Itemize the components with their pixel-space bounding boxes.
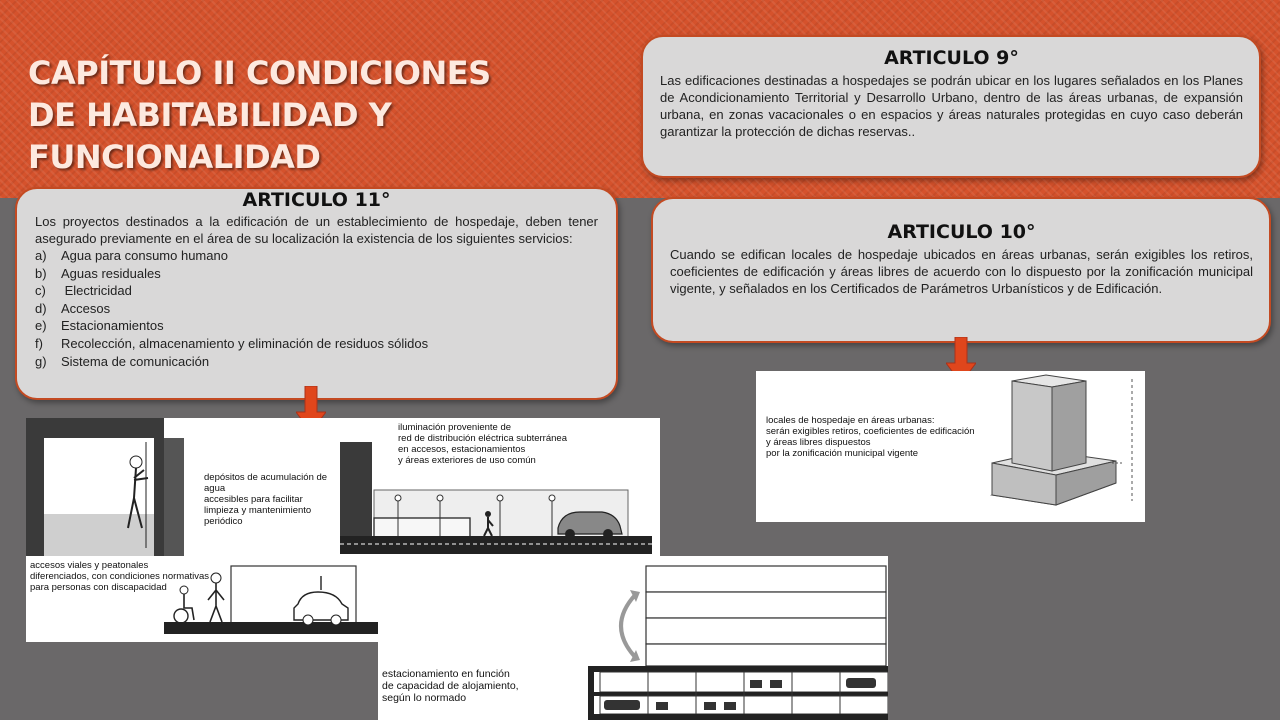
parking-caption: estacionamiento en función de capacidad de alojamiento, según lo normado bbox=[382, 668, 519, 704]
list-marker: d) bbox=[35, 300, 47, 316]
list-marker: c) bbox=[35, 283, 46, 299]
list-text: Accesos bbox=[61, 300, 111, 316]
list-item bbox=[35, 300, 598, 318]
list-marker: f) bbox=[35, 335, 43, 351]
list-marker: g) bbox=[35, 353, 47, 369]
article-11-heading: ARTICULO 11° bbox=[242, 189, 391, 211]
article-11-intro: Los proyectos destinados a la edificación de un establecimiento de hospedaje, deben tener asegurado previamente en el área de su localización la existencia de los siguientes servicios: bbox=[35, 214, 598, 246]
list-marker: b) bbox=[35, 265, 47, 281]
urban-building-caption: locales de hospedaje en áreas urbanas: serán exigibles retiros, coeficientes de edificación y áreas libres dispuestos por la zonificación municipal vigente bbox=[766, 415, 975, 459]
list-text: Aguas residuales bbox=[61, 265, 161, 281]
list-item bbox=[35, 317, 598, 335]
access-caption: accesos viales y peatonales diferenciados, con condiciones normativas para personas con discapacidad bbox=[30, 560, 210, 593]
list-text: Recolección, almacenamiento y eliminación de residuos sólidos bbox=[61, 335, 429, 351]
article-11-card bbox=[15, 187, 618, 400]
list-text: Sistema de comunicación bbox=[61, 353, 210, 369]
services-list bbox=[35, 247, 598, 370]
list-text: Agua para consumo humano bbox=[61, 248, 228, 263]
list-marker: a) bbox=[35, 248, 47, 263]
list-text: Electricidad bbox=[61, 283, 132, 299]
urban-building-diagram bbox=[756, 371, 1145, 522]
article-9-card bbox=[641, 35, 1261, 178]
list-item bbox=[35, 353, 598, 371]
water-tank-caption: depósitos de acumulación de agua accesibles para facilitar limpieza y mantenimiento periódico bbox=[204, 472, 328, 527]
list-item bbox=[35, 282, 598, 300]
lighting-diagram bbox=[340, 418, 660, 556]
access-diagram bbox=[26, 556, 378, 642]
page-title: CAPÍTULO II CONDICIONES DE HABITABILIDAD Y FUNCIONALIDAD bbox=[28, 54, 491, 176]
article-9-heading: ARTICULO 9° bbox=[884, 47, 1019, 69]
parking-diagram bbox=[378, 556, 888, 720]
article-10-body: Cuando se edifican locales de hospedaje ubicados en áreas urbanas, serán exigibles los retiros, coeficientes de edificación y áreas libres de acuerdo con lo dispuesto por la zonificación municipal vigente, y señalados en los Certificados de Parámetros Urbanísticos y de Edificación. bbox=[670, 247, 1253, 296]
list-item bbox=[35, 265, 598, 283]
list-marker: e) bbox=[35, 318, 47, 334]
article-10-card bbox=[651, 197, 1271, 343]
article-9-body: Las edificaciones destinadas a hospedajes se podrán ubicar en los lugares señalados en los Planes de Acondicionamiento Territorial y Desarrollo Urbano, dentro de las áreas urbanas, de expansión urbana, en zonas vacacionales o en espacios y áreas naturales protegidas en cuyo caso deberán garantizar la protección de dichas reservas.. bbox=[660, 73, 1243, 139]
list-item bbox=[35, 335, 598, 353]
list-text: Estacionamientos bbox=[61, 318, 164, 334]
list-item bbox=[35, 247, 598, 265]
water-tank-diagram bbox=[26, 418, 346, 556]
article-10-heading: ARTICULO 10° bbox=[887, 221, 1036, 243]
lighting-caption: iluminación proveniente de red de distribución eléctrica subterránea en accesos, estacionamientos y áreas exteriores de uso común bbox=[398, 422, 567, 466]
